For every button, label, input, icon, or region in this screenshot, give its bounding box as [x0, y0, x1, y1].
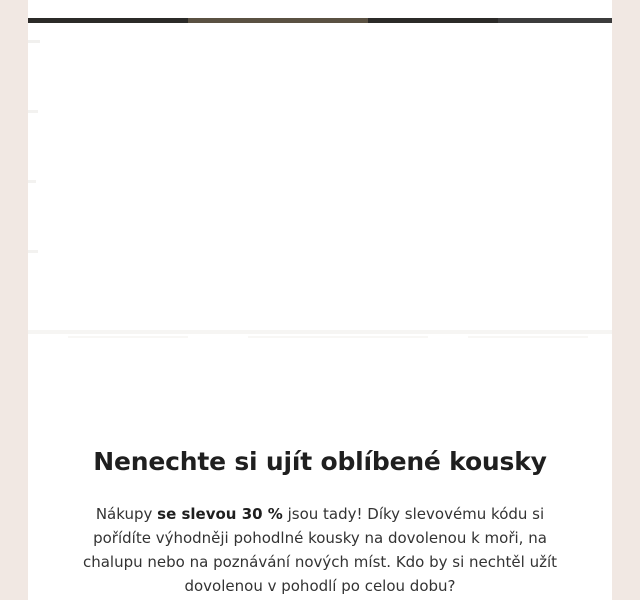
- body-text: [68, 502, 572, 598]
- hero-photo: [28, 0, 612, 350]
- photo-bottom-edge: [28, 330, 612, 338]
- body-text-prefix: Nákupy: [95, 505, 158, 523]
- photo-top-strip-dark: [498, 18, 612, 23]
- email-card: [28, 0, 612, 600]
- body-text-rest: jsou tady! Díky slevovému kódu si pořídíte výhodněji pohodlné kousky na dovolenou k moři, na chalupu nebo na poznávání nových míst. Kdo by si nechtěl užít dovolenou v pohodlí po celou dobu?: [82, 505, 558, 595]
- headline: Nenechte si ujít oblíbené kousky: [93, 447, 547, 476]
- hero-image: [28, 0, 612, 350]
- photo-top-strip-highlight: [188, 18, 368, 23]
- discount-highlight: se slevou 30 %: [157, 505, 283, 523]
